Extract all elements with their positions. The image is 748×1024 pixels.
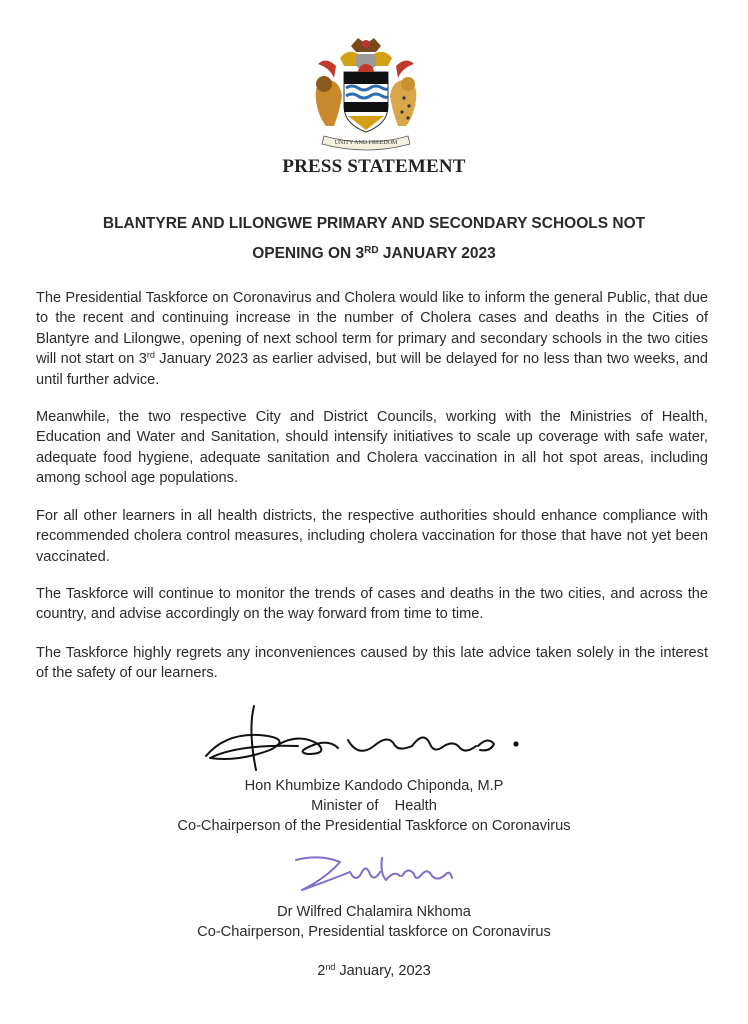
headline-line-1: BLANTYRE AND LILONGWE PRIMARY AND SECONDARY SCHOOLS NOT bbox=[102, 215, 646, 232]
paragraph-2: Meanwhile, the two respective City and District Councils, working with the Ministries of Health, Education and Water and Sanitation, should intensify initiatives to scale up coverage with safe water, adequate food hygiene, adequate sanitation and Cholera vaccination in all hot spot areas, including among school age populations. bbox=[36, 409, 708, 487]
paragraph-1: The Presidential Taskforce on Coronavirus and Cholera would like to inform the general Public, that due to the recent and continuing increase in the number of Cholera cases and deaths in the Cities of Blantyre and Lilongwe, opening of next school term for primary and secondary schools in the two cities will not start on 3rd January 2023 as earlier advised, but will be delayed for no less than two weeks, and until further advice. bbox=[36, 290, 708, 388]
signature-1-icon bbox=[198, 700, 528, 780]
paragraph-3: For all other learners in all health districts, the respective authorities should enhance compliance with recommended cholera control measures, including cholera vaccination for those that have not yet been vaccinated. bbox=[36, 508, 708, 565]
signatory-1-name: Hon Khumbize Kandodo Chiponda, M.P bbox=[244, 778, 504, 794]
signatory-1-role: Minister of Health bbox=[311, 798, 437, 814]
page-title: PRESS STATEMENT bbox=[282, 156, 466, 177]
headline-line-2: OPENING ON 3RD JANUARY 2023 bbox=[252, 245, 496, 262]
coat-of-arms-icon bbox=[296, 36, 436, 154]
paragraph-5: The Taskforce highly regrets any inconveniences caused by this late advice taken solely in the interest of the safety of our learners. bbox=[36, 645, 708, 682]
signature-2-icon bbox=[290, 850, 460, 900]
svg-text:UNITY AND FREEDOM: UNITY AND FREEDOM bbox=[334, 140, 398, 146]
statement-date: 2nd January, 2023 bbox=[317, 962, 431, 979]
signatory-2-name: Dr Wilfred Chalamira Nkhoma bbox=[277, 904, 471, 920]
paragraph-4: The Taskforce will continue to monitor the trends of cases and deaths in the two cities, and across the country, and advise accordingly on the way forward from time to time. bbox=[36, 586, 708, 623]
signatory-2-position: Co-Chairperson, Presidential taskforce on Coronavirus bbox=[197, 924, 551, 940]
signatory-2-block bbox=[0, 902, 748, 942]
signatory-1-position: Co-Chairperson of the Presidential Taskforce on Coronavirus bbox=[177, 818, 571, 834]
signatory-1-block bbox=[0, 776, 748, 836]
